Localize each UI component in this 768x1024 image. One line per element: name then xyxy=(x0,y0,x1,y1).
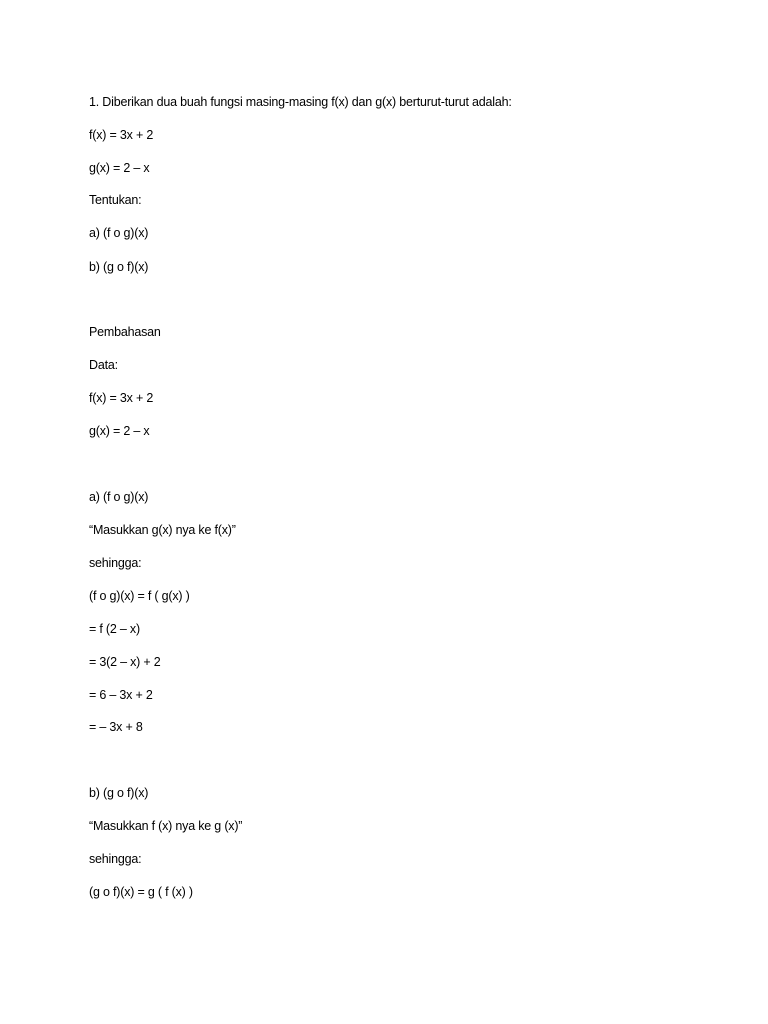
part-b-heading: b) (g o f)(x) xyxy=(89,786,149,800)
part-b-hint: “Masukkan f (x) nya ke g (x)” xyxy=(89,819,243,833)
part-a-heading: a) (f o g)(x) xyxy=(89,490,149,504)
data-f: f(x) = 3x + 2 xyxy=(89,391,154,405)
part-a-step-1: (f o g)(x) = f ( g(x) ) xyxy=(89,589,190,603)
part-a-so: sehingga: xyxy=(89,556,142,570)
data-g: g(x) = 2 – x xyxy=(89,424,150,438)
part-a-result: = – 3x + 8 xyxy=(89,720,143,734)
given-f: f(x) = 3x + 2 xyxy=(89,128,154,142)
part-a-step-2: = f (2 – x) xyxy=(89,622,140,636)
solution-heading: Pembahasan xyxy=(89,325,161,339)
task-heading: Tentukan: xyxy=(89,193,142,207)
data-heading: Data: xyxy=(89,358,118,372)
question-statement: 1. Diberikan dua buah fungsi masing-masing f(x) dan g(x) berturut-turut adalah: xyxy=(89,95,512,109)
task-a: a) (f o g)(x) xyxy=(89,226,149,240)
part-a-step-4: = 6 – 3x + 2 xyxy=(89,688,153,702)
part-b-so: sehingga: xyxy=(89,852,142,866)
part-a-hint: “Masukkan g(x) nya ke f(x)” xyxy=(89,523,236,537)
part-a-step-3: = 3(2 – x) + 2 xyxy=(89,655,161,669)
given-g: g(x) = 2 – x xyxy=(89,161,150,175)
task-b: b) (g o f)(x) xyxy=(89,260,149,274)
part-b-step-1: (g o f)(x) = g ( f (x) ) xyxy=(89,885,193,899)
